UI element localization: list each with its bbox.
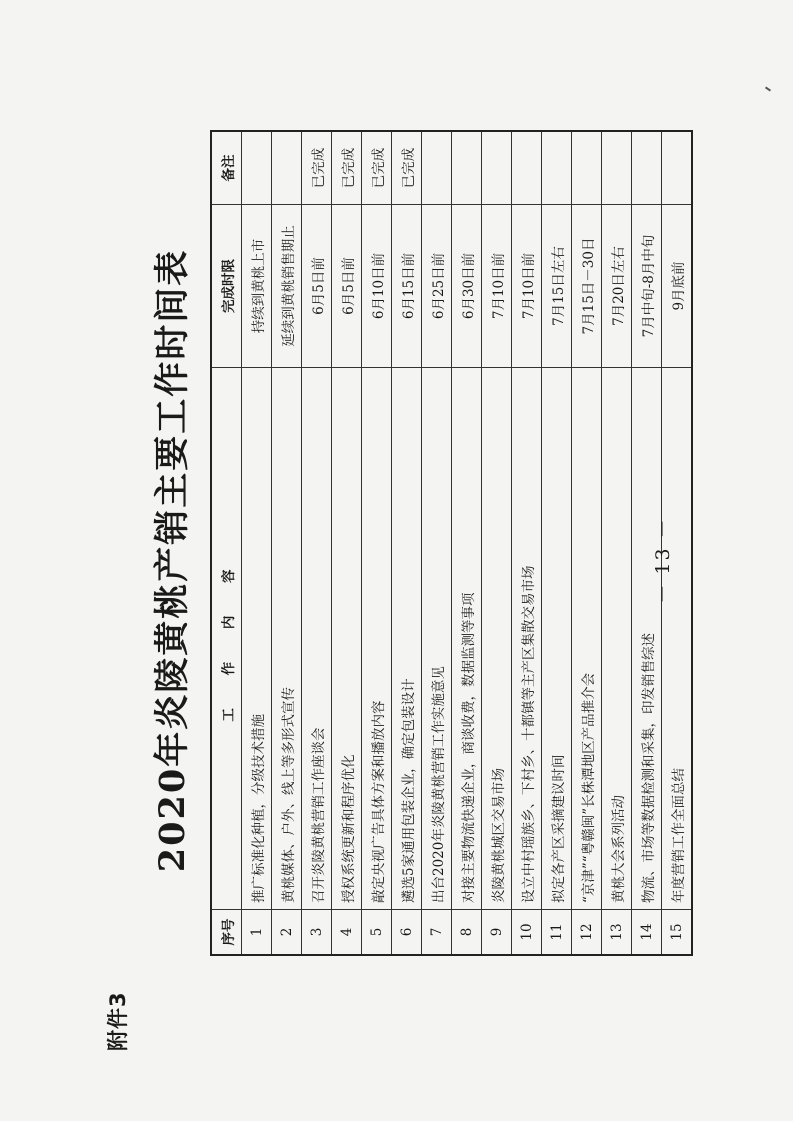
cell-remark (572, 131, 602, 205)
cell-seq: 9 (482, 910, 512, 956)
header-content: 工 作 内 容 (211, 368, 242, 910)
cell-seq: 7 (422, 910, 452, 956)
cell-content: 设立中村瑶族乡、下村乡、十都镇等主产区集散交易市场 (512, 368, 542, 910)
cell-remark (482, 131, 512, 205)
cell-seq: 11 (542, 910, 572, 956)
header-seq: 序号 (211, 910, 242, 956)
cell-seq: 10 (512, 910, 542, 956)
cell-deadline: 9月底前 (662, 205, 693, 368)
schedule-table (210, 130, 693, 956)
cell-deadline: 7月15日－30日 (572, 205, 602, 368)
table-header-row (211, 131, 242, 955)
cell-deadline: 6月15日前 (392, 205, 422, 368)
cell-content: 推广标准化种植，分级技术措施 (242, 368, 272, 910)
cell-deadline: 6月5日前 (332, 205, 362, 368)
document-title: 2020年炎陵黄桃产销主要工作时间表 (152, 248, 193, 873)
cell-seq: 8 (452, 910, 482, 956)
cell-remark (512, 131, 542, 205)
header-remark: 备注 (211, 131, 242, 205)
attachment-label: 附件3 (106, 991, 130, 1051)
cell-remark (242, 131, 272, 205)
cell-remark (542, 131, 572, 205)
header-deadline: 完成时限 (211, 205, 242, 368)
cell-remark (602, 131, 632, 205)
table-row (332, 131, 362, 955)
cell-content: 年度营销工作全面总结 (662, 368, 693, 910)
cell-deadline: 7月20日左右 (602, 205, 632, 368)
table-row (362, 131, 392, 955)
cell-seq: 15 (662, 910, 693, 956)
table-body (242, 131, 693, 955)
cell-seq: 5 (362, 910, 392, 956)
cell-seq: 14 (632, 910, 662, 956)
table-row (302, 131, 332, 955)
cell-content: 对接主要物流快递企业，商谈收费，数据监测等事项 (452, 368, 482, 910)
cell-deadline: 6月5日前 (302, 205, 332, 368)
table-row (272, 131, 302, 955)
table-row (452, 131, 482, 955)
cell-remark: 已完成 (332, 131, 362, 205)
cell-seq: 6 (392, 910, 422, 956)
cell-content: 黄桃媒体、户外、线上等多形式宣传 (272, 368, 302, 910)
page-number: － 13 － (652, 517, 674, 604)
table-row (542, 131, 572, 955)
cell-remark: 已完成 (302, 131, 332, 205)
cell-content: 敲定央视广告具体方案和播放内容 (362, 368, 392, 910)
cell-content: 授权系统更新和程序优化 (332, 368, 362, 910)
cell-deadline: 7月10日前 (512, 205, 542, 368)
table-row (242, 131, 272, 955)
cell-remark: 已完成 (362, 131, 392, 205)
cell-seq: 4 (332, 910, 362, 956)
table-row (482, 131, 512, 955)
cell-deadline: 6月10日前 (362, 205, 392, 368)
cell-content: “京津”“粤赣闽”长株潭地区产品推介会 (572, 368, 602, 910)
cell-deadline: 延续到黄桃销售期止 (272, 205, 302, 368)
cell-seq: 2 (272, 910, 302, 956)
table-row (512, 131, 542, 955)
cell-content: 拟定各产区采摘建议时间 (542, 368, 572, 910)
cell-content: 物流、市场等数据检测和采集，印发销售综述 (632, 368, 662, 910)
cell-remark (452, 131, 482, 205)
cell-seq: 3 (302, 910, 332, 956)
table-row (392, 131, 422, 955)
table-row (572, 131, 602, 955)
cell-deadline: 持续到黄桃上市 (242, 205, 272, 368)
cell-remark: 已完成 (392, 131, 422, 205)
cell-content: 黄桃大会系列活动 (602, 368, 632, 910)
cell-content: 召开炎陵黄桃营销工作座谈会 (302, 368, 332, 910)
cell-seq: 1 (242, 910, 272, 956)
cell-deadline: 7月15日左右 (542, 205, 572, 368)
cell-deadline: 6月30日前 (452, 205, 482, 368)
cell-seq: 13 (602, 910, 632, 956)
cell-content: 炎陵黄桃城区交易市场 (482, 368, 512, 910)
table-row (422, 131, 452, 955)
cell-remark (272, 131, 302, 205)
cell-content: 遴选5家通用包装企业，确定包装设计 (392, 368, 422, 910)
cell-remark (422, 131, 452, 205)
cell-deadline: 7月10日前 (482, 205, 512, 368)
cell-deadline: 7月中旬-8月中旬 (632, 205, 662, 368)
table-row (602, 131, 632, 955)
cell-deadline: 6月25日前 (422, 205, 452, 368)
cell-content: 出台2020年炎陵黄桃营销工作实施意见 (422, 368, 452, 910)
cell-seq: 12 (572, 910, 602, 956)
